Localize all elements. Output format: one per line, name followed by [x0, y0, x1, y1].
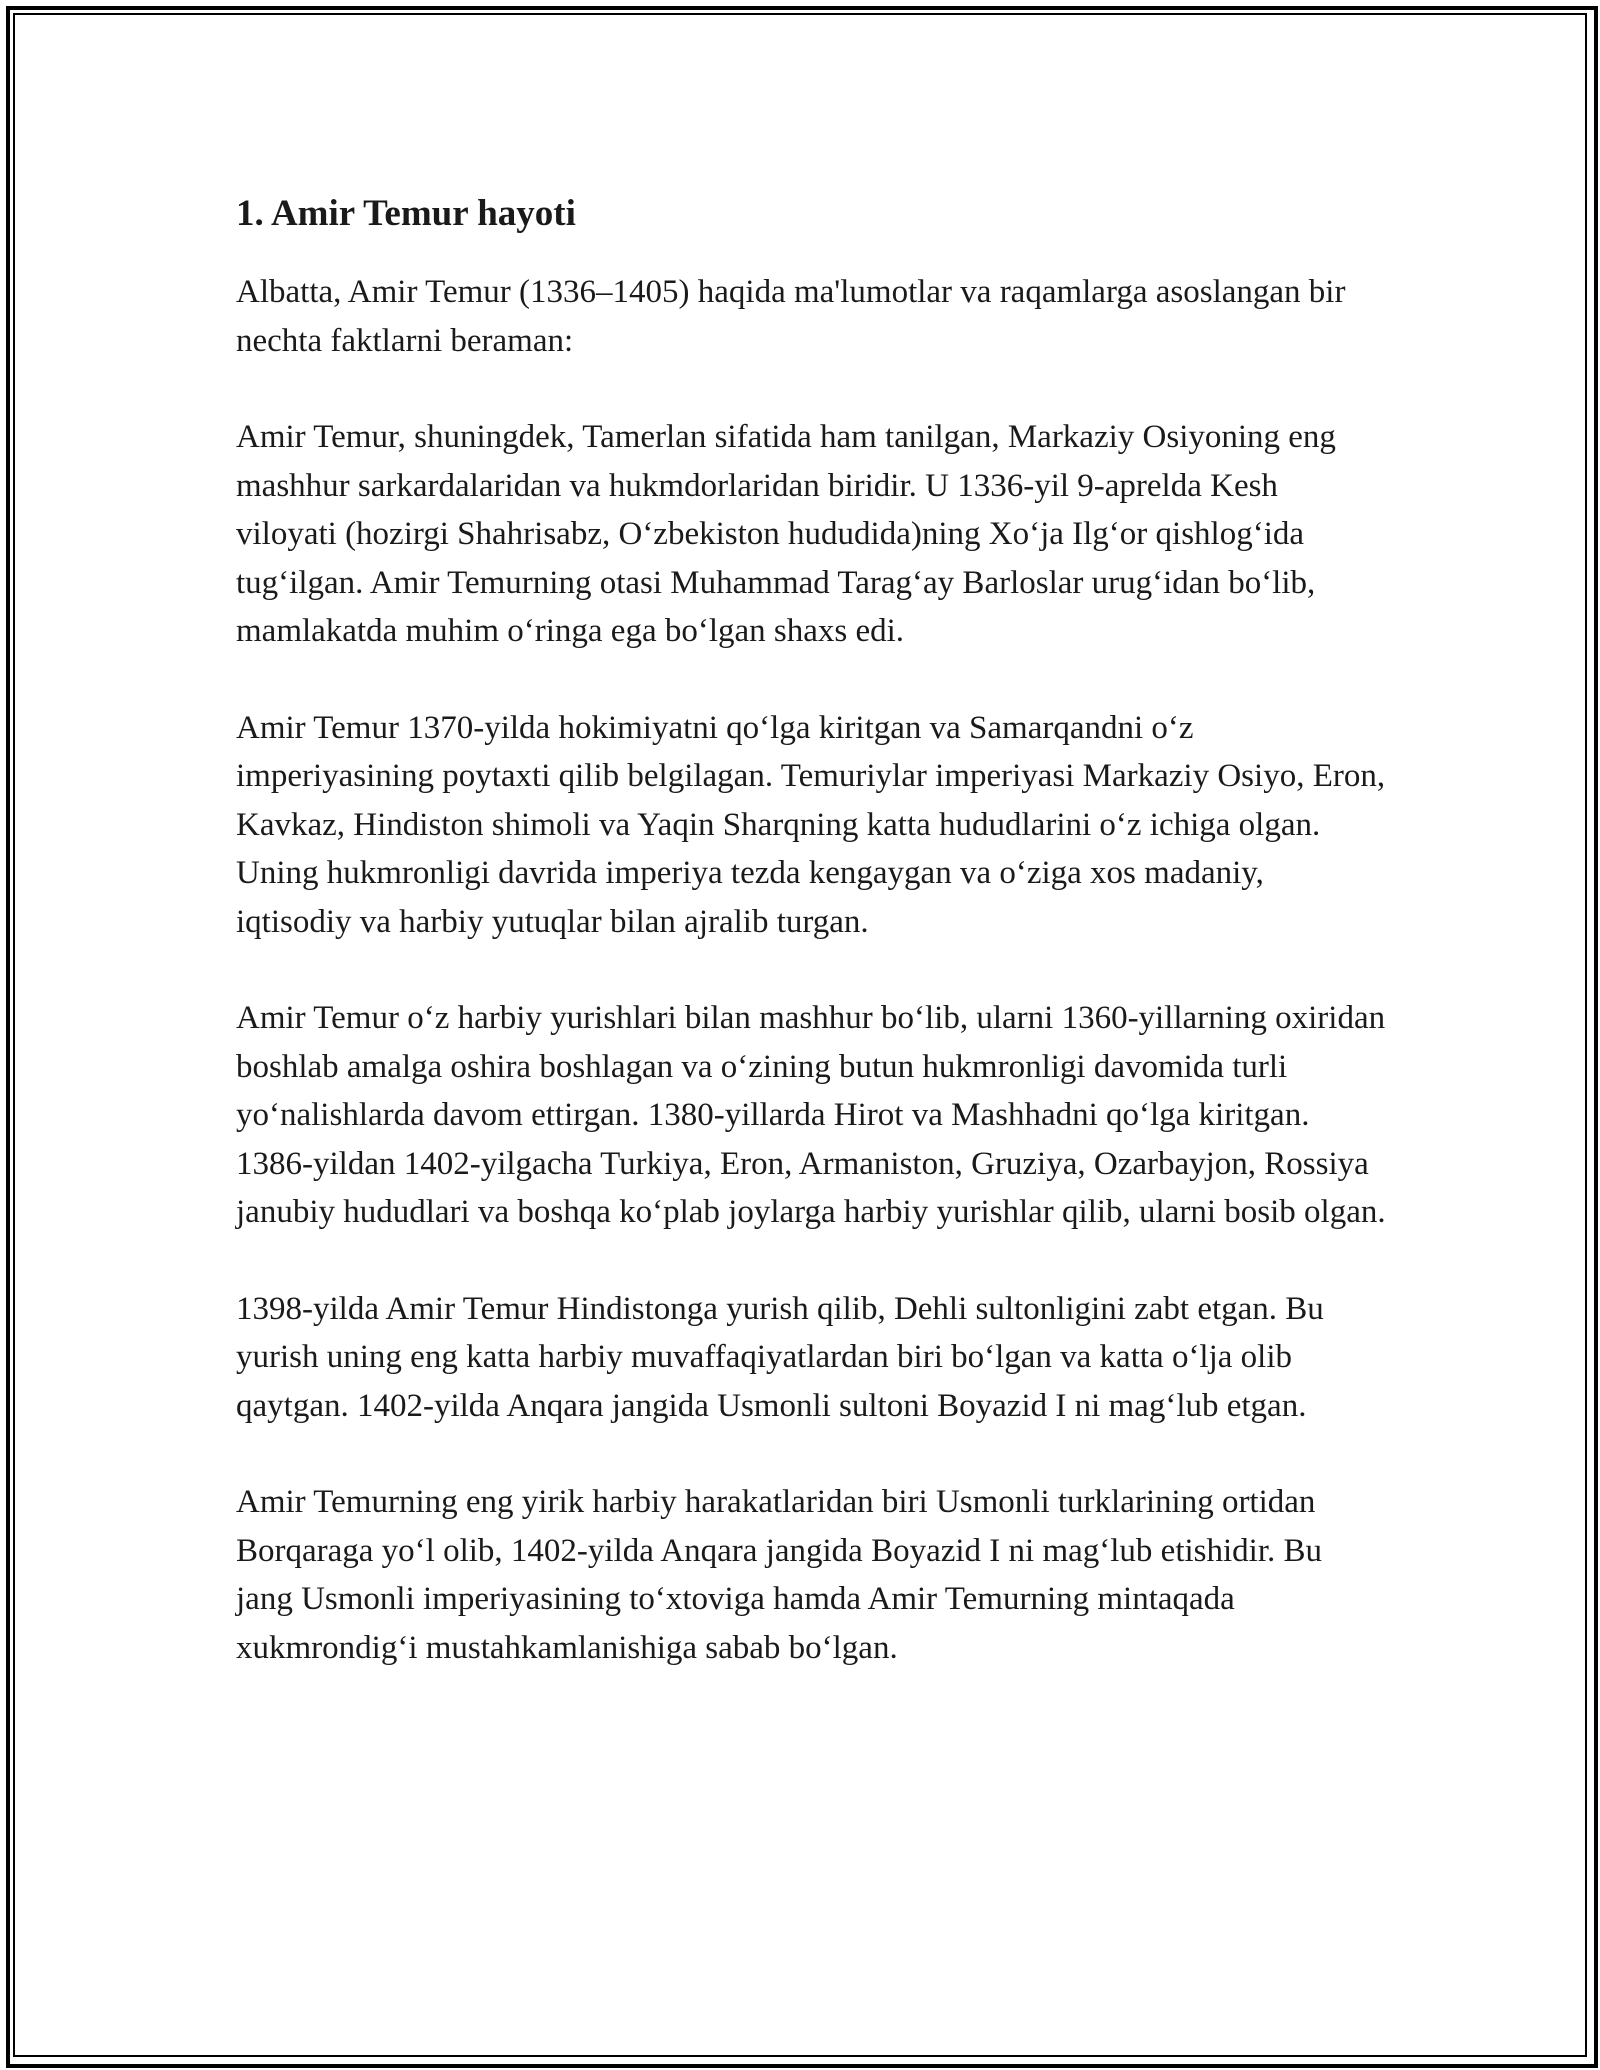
paragraph-empire: Amir Temur 1370-yilda hokimiyatni qo‘lga kiritgan va Samarqandni o‘z imperiyasining poytaxti qilib belgilagan. Temuriylar imperiyasi Markaziy Osiyo, Eron, Kavkaz, Hindiston shimoli va Yaqin Sharqning katta hududlarini o‘z ichiga olgan. Uning hukmronligi davrida imperiya tezda kengaygan va o‘ziga xos madaniy, iqtisodiy va harbiy yutuqlar bilan ajralib turgan. [236, 709, 1386, 940]
paragraph-ankara: Amir Temurning eng yirik harbiy harakatlaridan biri Usmonli turklarining ortidan Borqaraga yo‘l olib, 1402-yilda Anqara jangida Boyazid I ni mag‘lub etishidir. Bu jang Usmonli imperiyasining to‘xtoviga hamda Amir Temurning mintaqada xukmrondig‘i mustahkamlanishiga sabab bo‘lgan. [236, 1484, 1323, 1666]
document-body [236, 190, 1386, 1720]
section-heading: 1. Amir Temur hayoti [236, 193, 576, 234]
paragraph-campaigns: Amir Temur o‘z harbiy yurishlari bilan mashhur bo‘lib, ularni 1360-yillarning oxiridan boshlab amalga oshira boshlagan va o‘zining butun hukmronligi davomida turli yo‘nalishlarda davom ettirgan. 1380-yillarda Hirot va Mashhadni qo‘lga kiritgan. 1386-yildan 1402-yilgacha Turkiya, Eron, Armaniston, Gruziya, Ozarbayjon, Rossiya janubiy hududlari va boshqa ko‘plab joylarga harbiy yurishlar qilib, ularni bosib olgan. [236, 1000, 1386, 1230]
paragraph-india: 1398-yilda Amir Temur Hindistonga yurish qilib, Dehli sultonligini zabt etgan. Bu yurish uning eng katta harbiy muvaffaqiyatlardan biri bo‘lgan va katta o‘lja olib qaytgan. 1402-yilda Anqara jangida Usmonli sultoni Boyazid I ni mag‘lub etgan. [236, 1290, 1324, 1424]
paragraph-birth: Amir Temur, shuningdek, Tamerlan sifatida ham tanilgan, Markaziy Osiyoning eng mashhur sarkardalaridan va hukmdorlaridan biridir. U 1336-yil 9-aprelda Kesh viloyati (hozirgi Shahrisabz, O‘zbekiston hududida)ning Xo‘ja Ilg‘or qishlog‘ida tug‘ilgan. Amir Temurning otasi Muhammad Tarag‘ay Barloslar urug‘idan bo‘lib, mamlakatda muhim o‘ringa ega bo‘lgan shaxs edi. [236, 419, 1336, 649]
paragraph-intro: Albatta, Amir Temur (1336–1405) haqida ma'lumotlar va raqamlarga asoslangan bir nechta faktlarni beraman: [236, 274, 1346, 359]
